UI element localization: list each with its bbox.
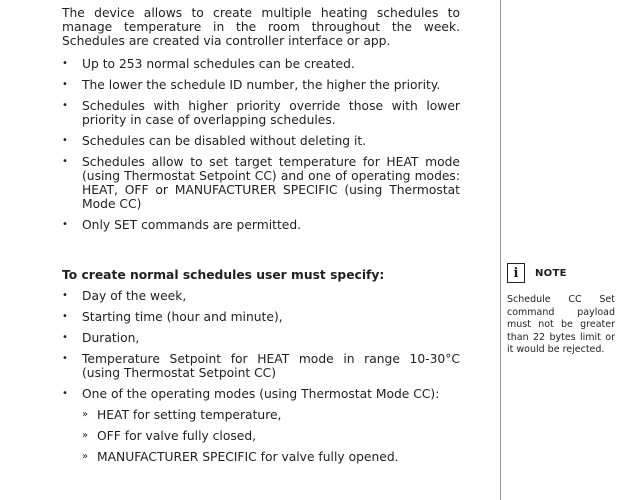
list-item: • Schedules allow to set target temperature for HEAT mode (using Thermostat Setpoint CC) and one of operating modes: HEAT, OFF or MANUFACTURER SPECIFIC (using Thermostat Mode CC)	[62, 155, 460, 211]
sidebar-divider	[500, 0, 501, 500]
note-title: NOTE	[535, 267, 567, 279]
list-item-operating-modes	[62, 387, 460, 464]
sub-list-item: » HEAT for setting temperature,	[82, 408, 460, 422]
list-item: • Schedules with higher priority override those with lower priority in case of overlapping schedules.	[62, 99, 460, 127]
list-item: • Up to 253 normal schedules can be created.	[62, 57, 460, 71]
list-item: • Only SET commands are permitted.	[62, 218, 460, 232]
note-body: Schedule CC Set command payload must not be greater than 22 bytes limit or it would be rejected.	[507, 294, 615, 355]
list-item: • Day of the week,	[62, 289, 460, 303]
sub-list-item: » MANUFACTURER SPECIFIC for valve fully opened.	[82, 450, 460, 464]
list-item: • Duration,	[62, 331, 460, 345]
note-header	[507, 263, 615, 283]
sub-list-item: » OFF for valve fully closed,	[82, 429, 460, 443]
main-content	[62, 6, 460, 471]
note-box	[507, 263, 615, 357]
features-list	[62, 57, 460, 232]
list-item: • Schedules can be disabled without deleting it.	[62, 134, 460, 148]
list-item: • Starting time (hour and minute),	[62, 310, 460, 324]
list-item: • The lower the schedule ID number, the higher the priority.	[62, 78, 460, 92]
info-icon: i	[507, 263, 525, 283]
requirements-list	[62, 289, 460, 464]
requirements-heading: To create normal schedules user must specify:	[62, 268, 385, 282]
operating-modes-list	[82, 408, 460, 464]
list-item: • Temperature Setpoint for HEAT mode in range 10-30°C (using Thermostat Setpoint CC)	[62, 352, 460, 380]
list-item-text: One of the operating modes (using Thermostat Mode CC):	[82, 387, 440, 401]
intro-paragraph: The device allows to create multiple heating schedules to manage temperature in the room throughout the week. Schedules are created via controller interface or app.	[62, 6, 460, 48]
